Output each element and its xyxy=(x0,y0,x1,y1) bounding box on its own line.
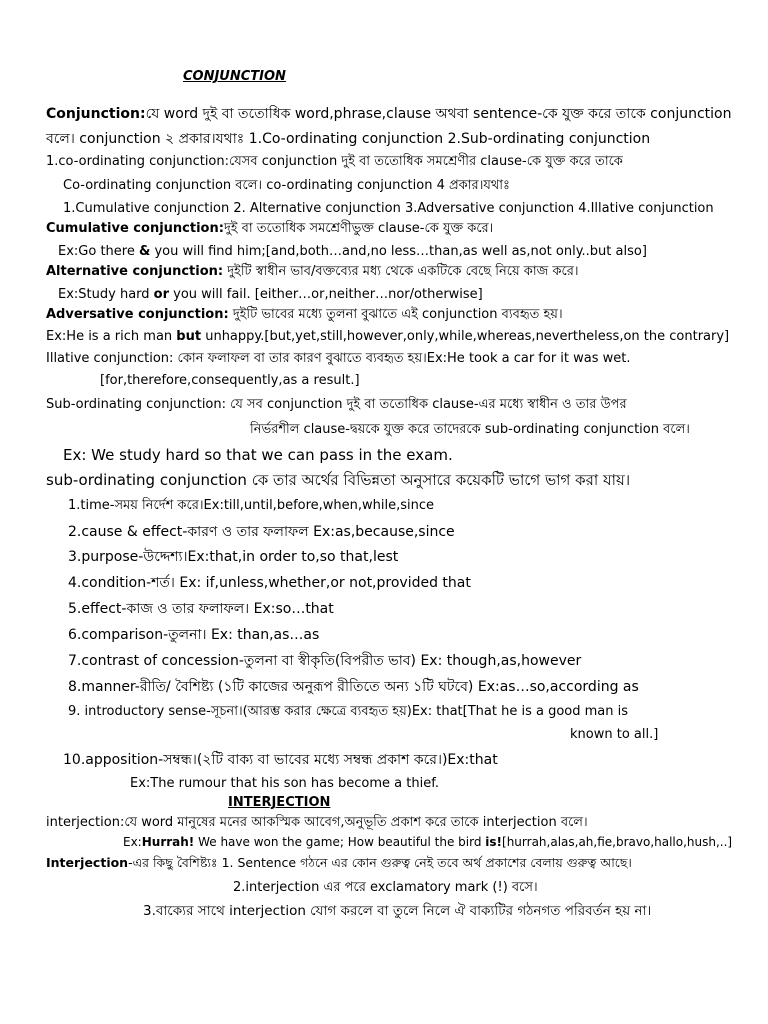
illative-examples: [for,therefore,consequently,as a result.] xyxy=(100,373,360,388)
interjection-features-line-2: 2.interjection এর পরে exclamatory mark (!) বসে। xyxy=(233,880,538,895)
interjection-features-line-1 xyxy=(46,856,632,870)
example-text: Ex:Study hard xyxy=(58,287,154,302)
feature-text: -এর কিছু বৈশিষ্ট্যঃ 1. Sentence গঠনে এর কোন গুরুত্ব নেই তবে অর্থ প্রকাশের বেলায় গুরুত্ব আছে। xyxy=(128,855,632,870)
cumulative-definition xyxy=(46,222,493,237)
subordinating-classification: sub-ordinating conjunction কে তার অর্থের বিভিন্নতা অনুসারে কয়েকটি ভাগে ভাগ করা যায়। xyxy=(46,471,631,489)
definition-text: দুইটি ভাবের মধ্যে তুলনা বুঝাতে এই conjunction ব্যবহৃত হয়। xyxy=(228,307,563,322)
conjunction-word: but xyxy=(176,329,202,344)
apposition-example: Ex:The rumour that his son has become a thief. xyxy=(130,776,439,791)
list-item-introductory-sense: 9. introductory sense-সূচনা।(আরম্ভ করার ক্ষেত্রে ব্যবহৃত হয়)Ex: that[That he is a good man is xyxy=(68,704,629,719)
illative-definition: Illative conjunction: কোন ফলাফল বা তার কারণ বুঝাতে ব্যবহৃত হয়।Ex:He took a car for it was wet. xyxy=(46,351,631,366)
coordinating-definition-line-1: 1.co-ordinating conjunction:যেসব conjunction দুই বা ততোধিক সমশ্রেণীর clause-কে যুক্ত করে তাকে xyxy=(46,154,623,169)
page-title: CONJUNCTION xyxy=(183,69,286,84)
interjection-word: Hurrah! xyxy=(141,835,195,849)
term-conjunction: Conjunction: xyxy=(46,106,146,122)
coordinating-types-list: 1.Cumulative conjunction 2. Alternative conjunction 3.Adversative conjunction 4.Illative conjunction xyxy=(63,201,714,216)
list-item-purpose: 3.purpose-উদ্দেশ্য।Ex:that,in order to,so that,lest xyxy=(68,549,399,565)
example-text: you will fail. [either…or,neither…nor/otherwise] xyxy=(169,287,483,302)
list-item-condition: 4.condition-শর্ত। Ex: if,unless,whether,or not,provided that xyxy=(68,575,471,591)
list-item-effect: 5.effect-কাজ ও তার ফলাফল। Ex:so…that xyxy=(68,601,334,617)
adversative-example xyxy=(46,330,729,345)
example-text: Ex:Go there xyxy=(58,244,139,259)
list-item-cause-effect: 2.cause & effect-কারণ ও তার ফলাফল Ex:as,because,since xyxy=(68,524,455,540)
definition-text: দুইটি স্বাধীন ভাব/বক্তব্যের মধ্য থেকে একটিকে বেছে নিয়ে কাজ করে। xyxy=(223,264,579,279)
conjunction-definition-line-1 xyxy=(46,106,731,122)
example-text: Ex: xyxy=(123,835,142,849)
list-item-manner: 8.manner-রীতি/ বৈশিষ্ট্য (১টি কাজের অনুরূপ রীতিতে অন্য ১টি ঘটবে) Ex:as…so,according as xyxy=(68,679,639,695)
interjection-definition: interjection:যে word মানুষের মনের আকস্মিক আবেগ,অনুভূতি প্রকাশ করে তাকে interjection বলে। xyxy=(46,815,588,830)
example-text: [hurrah,alas,ah,fie,bravo,hallo,hush,..] xyxy=(502,835,733,849)
interjection-features-line-3: 3.বাক্যের সাথে interjection যোগ করলে বা তুলে নিলে ঐ বাক্যটির গঠনগত পরিবর্তন হয় না। xyxy=(143,903,652,919)
conjunction-definition-line-2: বলে। conjunction ২ প্রকার।যথাঃ 1.Co-ordinating conjunction 2.Sub-ordinating conjunction xyxy=(46,131,651,147)
term-adversative: Adversative conjunction: xyxy=(46,307,229,322)
section-title-interjection: INTERJECTION xyxy=(228,795,331,810)
interjection-example xyxy=(123,836,732,850)
subordinating-example: Ex: We study hard so that we can pass in the exam. xyxy=(63,446,453,464)
subordinating-definition-line-1: Sub-ordinating conjunction: যে সব conjunction দুই বা ততোধিক clause-এর মধ্যে স্বাধীন ও তার উপর xyxy=(46,397,627,412)
alternative-example xyxy=(58,288,483,303)
alternative-definition xyxy=(46,265,579,280)
example-text: We have won the game; How beautiful the bird xyxy=(194,835,486,849)
coordinating-definition-line-2: Co-ordinating conjunction বলে। co-ordinating conjunction 4 প্রকার।যথাঃ xyxy=(63,178,510,193)
cumulative-example xyxy=(58,245,647,260)
definition-text: দুই বা ততোধিক সমশ্রেণীভুক্ত clause-কে যুক্ত করে। xyxy=(223,221,494,236)
conjunction-word: or xyxy=(153,287,170,302)
list-item-time: 1.time-সময় নির্দেশ করে।Ex:till,until,before,when,while,since xyxy=(68,498,435,513)
interjection-word: is! xyxy=(485,835,503,849)
conjunction-word: & xyxy=(138,244,151,259)
example-text: unhappy.[but,yet,still,however,only,while,whereas,nevertheless,on the contrary] xyxy=(201,329,730,344)
list-item-introductory-sense-cont: known to all.] xyxy=(570,727,659,742)
list-item-comparison: 6.comparison-তুলনা। Ex: than,as…as xyxy=(68,627,320,643)
subordinating-definition-line-2: নির্ভরশীল clause-দ্বয়কে যুক্ত করে তাদেরকে sub-ordinating conjunction বলে। xyxy=(250,422,690,437)
example-text: Ex:He is a rich man xyxy=(46,329,177,344)
term-alternative: Alternative conjunction: xyxy=(46,264,224,279)
term-interjection: Interjection xyxy=(46,855,129,870)
list-item-apposition: 10.apposition-সম্বন্ধ।(২টি বাক্য বা ভাবের মধ্যে সম্বন্ধ প্রকাশ করে।)Ex:that xyxy=(63,752,498,768)
example-text: you will find him;[and,both…and,no less…than,as well as,not only..but also] xyxy=(150,244,647,259)
definition-text: যে word দুই বা ততোধিক word,phrase,clause অথবা sentence-কে যুক্ত করে তাকে conjunction xyxy=(145,106,732,122)
term-cumulative: Cumulative conjunction: xyxy=(46,221,224,236)
adversative-definition xyxy=(46,308,563,323)
list-item-contrast-of-concession: 7.contrast of concession-তুলনা বা স্বীকৃতি(বিপরীত ভাব) Ex: though,as,however xyxy=(68,653,582,669)
